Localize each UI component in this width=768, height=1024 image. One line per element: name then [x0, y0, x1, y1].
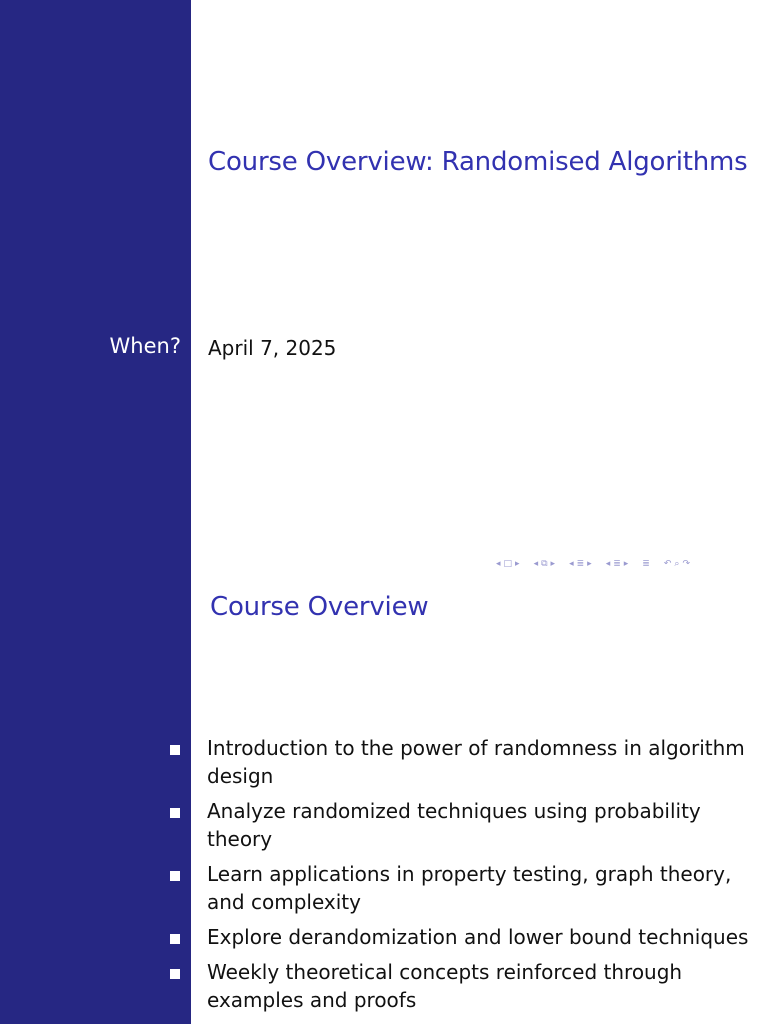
- frame-prev-icon[interactable]: ◂: [496, 559, 501, 569]
- frame-icon[interactable]: □: [503, 559, 513, 569]
- bullet-text: Introduction to the power of randomness in algorithm design: [207, 736, 745, 788]
- subsection-prev-icon[interactable]: ◂: [533, 559, 539, 569]
- list-item: [0, 860, 768, 916]
- bullet-square-icon: [170, 969, 180, 979]
- subsection-icon[interactable]: ⧉: [541, 559, 548, 569]
- bullet-square-icon: [170, 871, 180, 881]
- subsection2-prev-icon[interactable]: ◂: [605, 559, 611, 569]
- list-item: [0, 958, 768, 1014]
- bullet-square-icon: [170, 808, 180, 818]
- bullet-text: Analyze randomized techniques using probability theory: [207, 799, 701, 851]
- bullet-text: Weekly theoretical concepts reinforced through examples and proofs: [207, 960, 683, 1012]
- list-item: [0, 734, 768, 790]
- bullet-text: Learn applications in property testing, graph theory, and complexity: [207, 862, 732, 914]
- toc-icon[interactable]: ≣: [642, 559, 650, 569]
- when-label: When?: [109, 334, 181, 358]
- subsection2-next-icon[interactable]: ▸: [623, 559, 629, 569]
- bullet-text: Explore derandomization and lower bound techniques: [207, 925, 749, 949]
- section-icon[interactable]: ≣: [576, 559, 585, 569]
- subsection-next-icon[interactable]: ▸: [550, 559, 556, 569]
- slide-title-2: Course Overview: [210, 592, 429, 622]
- date-value: April 7, 2025: [208, 336, 337, 360]
- section-next-icon[interactable]: ▸: [587, 559, 592, 569]
- beamer-navigation-bar: [496, 556, 762, 572]
- section-prev-icon[interactable]: ◂: [569, 559, 574, 569]
- search-icon[interactable]: ⌕: [674, 559, 680, 569]
- list-item: [0, 923, 768, 951]
- slide-title: Course Overview: Randomised Algorithms: [208, 147, 748, 177]
- back-icon[interactable]: ↶: [663, 559, 672, 569]
- bullet-list: [0, 734, 768, 1021]
- frame-next-icon[interactable]: ▸: [515, 559, 520, 569]
- forward-icon[interactable]: ↷: [682, 559, 690, 569]
- subsection2-icon[interactable]: ≣: [613, 559, 621, 569]
- bullet-square-icon: [170, 745, 180, 755]
- list-item: [0, 797, 768, 853]
- bullet-square-icon: [170, 934, 180, 944]
